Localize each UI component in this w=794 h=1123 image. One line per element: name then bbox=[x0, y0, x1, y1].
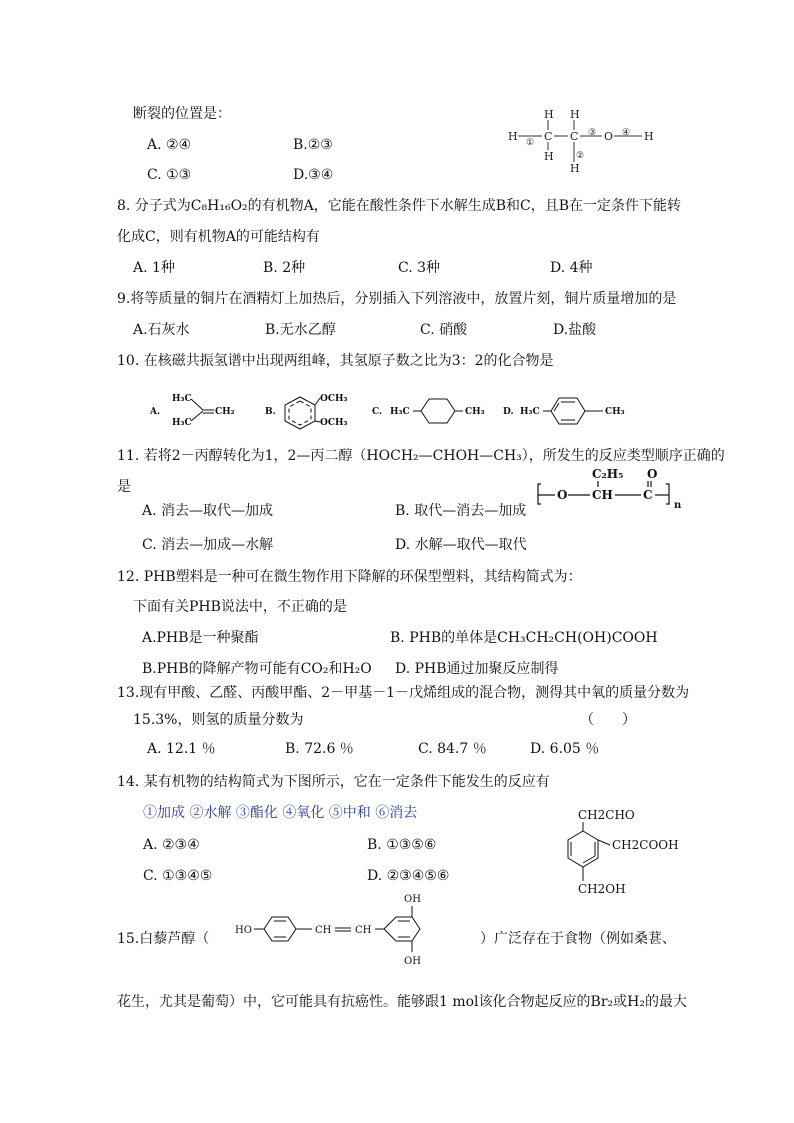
q12-option-a: A.PHB是一种聚酯 bbox=[142, 630, 259, 646]
q11-option-a: A. 消去—取代—加成 bbox=[142, 503, 274, 519]
q14-option-b: B. ①③⑤⑥ bbox=[367, 837, 437, 853]
q10-d-h3c: H₃C bbox=[520, 407, 540, 417]
q11-option-b: B. 取代—消去—加成 bbox=[395, 503, 527, 519]
q14-ch2oh: CH2OH bbox=[578, 882, 626, 896]
phb-ch: CH bbox=[592, 488, 613, 502]
ethanol-h-bottom1: H bbox=[544, 150, 554, 163]
q10-a-ch2: CH₂ bbox=[215, 407, 235, 417]
ethanol-bond-figure bbox=[500, 100, 670, 180]
bond-label-2: ② bbox=[576, 151, 585, 161]
q14-option-a: A. ②③④ bbox=[143, 837, 200, 853]
q11-option-c: C. 消去—加成—水解 bbox=[142, 537, 274, 553]
q7-stem: 断裂的位置是： bbox=[133, 106, 231, 122]
q10-structures bbox=[145, 385, 645, 435]
q14-ch2cooh: CH2COOH bbox=[612, 838, 679, 852]
phb-ester-o: O bbox=[557, 488, 568, 502]
bond-label-4: ④ bbox=[622, 128, 631, 138]
q14-ch2cho: CH2CHO bbox=[578, 808, 635, 822]
q10-label-c: C. bbox=[372, 407, 383, 417]
q14-stem: 14. 某有机物的结构简式为下图所示，它在一定条件下能发生的反应有 bbox=[117, 774, 550, 790]
q15-line2: 花生，尤其是葡萄）中，它可能具有抗癌性。能够跟1 mol该化合物起反应的Br₂或H₂的最大 bbox=[117, 994, 687, 1010]
q13-option-c: C. 84.7 ％ bbox=[418, 741, 487, 757]
q12-stem: 12. PHB塑料是一种可在微生物作用下降解的环保型塑料，其结构简式为： bbox=[117, 569, 582, 585]
q12-option-c: B.PHB的降解产物可能有CO₂和H₂O bbox=[142, 661, 372, 677]
q12-option-d: D. PHB通过加聚反应制得 bbox=[395, 661, 559, 677]
q8-option-d: D. 4种 bbox=[550, 260, 593, 276]
q13-answer-blank: （ ） bbox=[580, 712, 636, 728]
q15-suffix: ）广泛存在于食物（例如桑葚、 bbox=[480, 931, 676, 947]
q13-line2: 15.3%，则氢的质量分数为 bbox=[133, 712, 304, 728]
q10-a-ch3-top: H₃C bbox=[172, 394, 192, 404]
q9-stem: 9.将等质量的铜片在酒精灯上加热后，分别插入下列溶液中，放置片刻，铜片质量增加的是 bbox=[117, 291, 677, 307]
q15-prefix: 15.白藜芦醇（ bbox=[117, 931, 210, 947]
q14-option-c: C. ①③④⑤ bbox=[143, 868, 213, 884]
q11-line1: 11. 若将2－丙醇转化为1，2—丙二醇（HOCH₂—CHOH—CH₃），所发生的反应类型顺序正确的 bbox=[117, 448, 725, 464]
q14-structure bbox=[550, 805, 680, 900]
q10-b-och3-top: OCH₃ bbox=[320, 394, 348, 404]
phb-c2h5: C₂H₅ bbox=[592, 467, 624, 481]
q7-option-c: C. ①③ bbox=[147, 167, 192, 183]
q9-option-b: B.无水乙醇 bbox=[265, 322, 336, 338]
phb-carbonyl-o: O bbox=[647, 467, 658, 481]
q7-option-b: B.②③ bbox=[293, 137, 333, 153]
q12-sub: 下面有关PHB说法中，不正确的是 bbox=[133, 599, 347, 615]
q13-line1: 13.现有甲酸、乙醛、丙酸甲酯、2－甲基－1－戊烯组成的混合物，测得其中氧的质量分数为 bbox=[117, 685, 690, 701]
q9-option-d: D.盐酸 bbox=[553, 322, 597, 338]
q10-label-d: D. bbox=[503, 407, 514, 417]
q10-d-ch3: CH₃ bbox=[605, 407, 625, 417]
q8-option-c: C. 3种 bbox=[398, 260, 441, 276]
ethanol-c2: C bbox=[570, 130, 579, 143]
ethanol-h-left: H bbox=[508, 130, 518, 143]
q9-option-a: A.石灰水 bbox=[133, 322, 190, 338]
q10-stem: 10. 在核磁共振氢谱中出现两组峰，其氢原子数之比为3：2的化合物是 bbox=[117, 353, 554, 369]
ethanol-c1: C bbox=[544, 130, 553, 143]
q13-option-d: D. 6.05 ％ bbox=[530, 741, 600, 757]
q7-option-a: A. ②④ bbox=[147, 137, 192, 153]
resveratrol-oh-top: OH bbox=[404, 894, 421, 905]
q13-option-b: B. 72.6 ％ bbox=[285, 741, 354, 757]
q14-reaction-list: ①加成 ②水解 ③酯化 ④氧化 ⑤中和 ⑥消去 bbox=[143, 805, 418, 821]
q8-option-b: B. 2种 bbox=[263, 260, 306, 276]
bond-label-3: ③ bbox=[588, 128, 597, 138]
resveratrol-ch-2: CH bbox=[355, 925, 372, 936]
q10-label-a: A. bbox=[150, 407, 161, 417]
phb-c: C bbox=[643, 488, 653, 502]
resveratrol-ch-1: CH bbox=[315, 925, 332, 936]
q8-line2: 化成C，则有机物A的可能结构有 bbox=[117, 229, 320, 245]
phb-n: n bbox=[674, 500, 682, 511]
q14-option-d: D. ②③④⑤⑥ bbox=[367, 868, 450, 884]
q10-c-ch3: CH₃ bbox=[465, 407, 485, 417]
resveratrol-structure bbox=[232, 890, 477, 970]
resveratrol-bonds bbox=[254, 906, 420, 952]
q10-b-och3-bottom: OCH₃ bbox=[320, 418, 348, 428]
q12-option-b: B. PHB的单体是CH₃CH₂CH(OH)COOH bbox=[390, 630, 658, 646]
q13-option-a: A. 12.1 ％ bbox=[147, 741, 216, 757]
ethanol-h-top1: H bbox=[544, 108, 554, 121]
ethanol-h-bottom2: H bbox=[570, 162, 580, 175]
q7-option-d: D.③④ bbox=[293, 167, 334, 183]
ethanol-h-right: H bbox=[644, 130, 654, 143]
q11-line2: 是 bbox=[117, 479, 131, 495]
q10-a-ch3-bottom: H₃C bbox=[172, 418, 192, 428]
ethanol-h-top2: H bbox=[570, 108, 580, 121]
bond-label-1: ① bbox=[526, 138, 535, 148]
phb-structure bbox=[535, 466, 695, 516]
ethanol-o: O bbox=[604, 130, 614, 143]
q10-c-h3c: H₃C bbox=[390, 407, 410, 417]
q14-ring bbox=[568, 822, 610, 881]
q10-label-b: B. bbox=[265, 407, 276, 417]
resveratrol-oh-bottom: OH bbox=[404, 956, 421, 967]
q8-line1: 8. 分子式为C₈H₁₆O₂的有机物A，它能在酸性条件下水解生成B和C，且B在一定条件下能转 bbox=[117, 198, 682, 214]
resveratrol-ho: HO bbox=[235, 925, 252, 936]
q11-option-d: D. 水解—取代—取代 bbox=[395, 537, 527, 553]
q8-option-a: A. 1种 bbox=[133, 260, 175, 276]
q9-option-c: C. 硝酸 bbox=[420, 322, 468, 338]
